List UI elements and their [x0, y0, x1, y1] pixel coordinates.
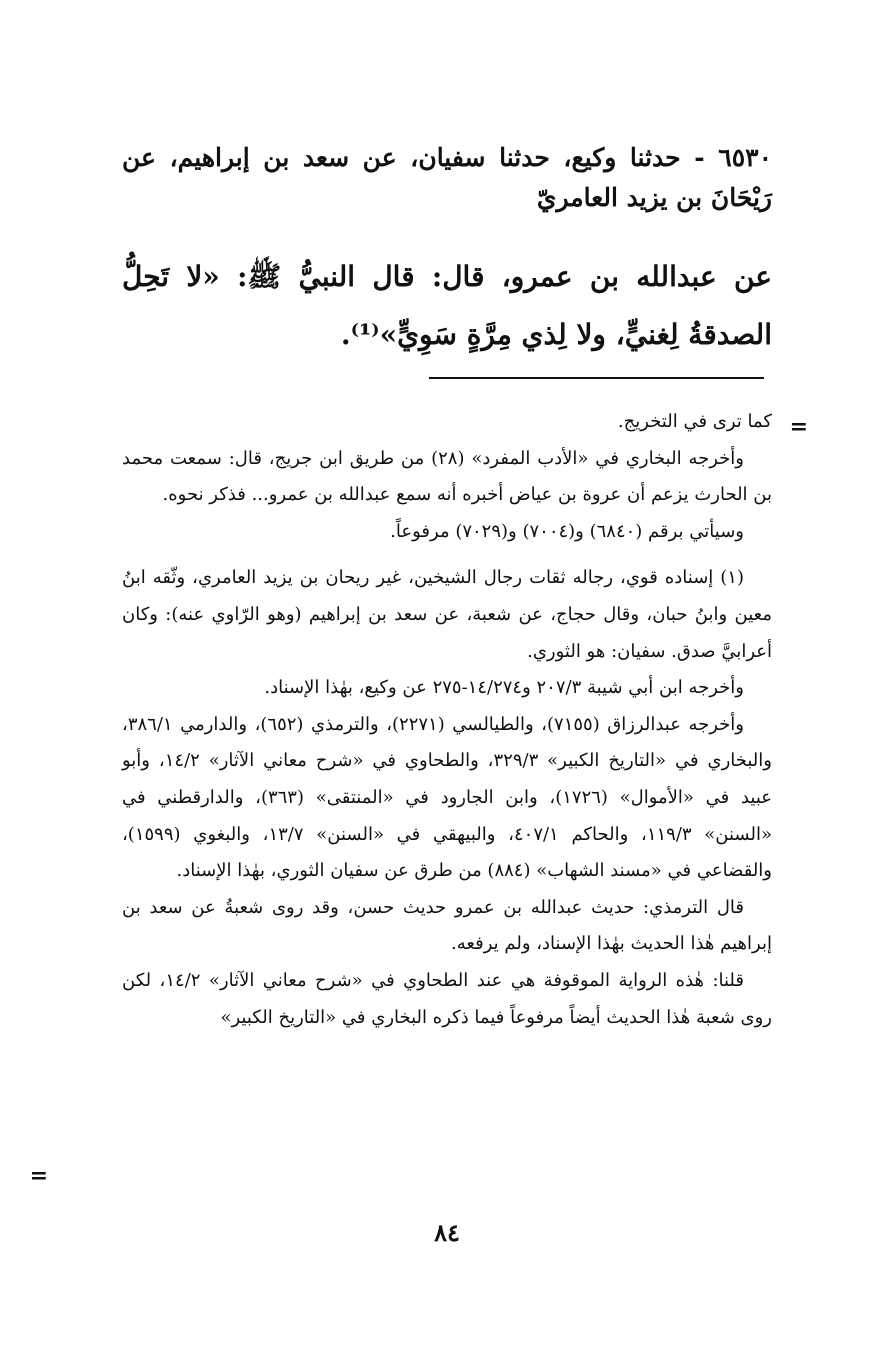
footnotes: [122, 404, 772, 1036]
continuation-mark-start: =: [789, 414, 808, 440]
hadith-isnad: ٦٥٣٠ - حدثنا وكيع، حدثنا سفيان، عن سعد بن إبراهيم، عن رَيْحَانَ بن يزيد العامريّ: [122, 143, 772, 212]
continuation-mark-end: =: [29, 1163, 48, 1189]
note-paragraph: وسيأتي برقم (٦٨٤٠) و(٧٠٠٤) و(٧٠٢٩) مرفوعاً.: [390, 520, 744, 542]
note-paragraph: قلنا: هٰذه الرواية الموقوفة هي عند الطحاوي في «شرح معاني الآثار» ١٤/٢، لكن روى شعبة هٰذا الحديث أيضاً مرفوعاً فيما ذكره البخاري في «التاريخ الكبير»: [122, 969, 772, 1028]
footnote-1: (١) إسناده قوي، رجاله ثقات رجال الشيخين، غير ريحان بن يزيد العامري، وثّقه ابنُ معين وابنُ حبان، وقال حجاج، عن شعبة، عن سعد بن إبراهيم (وهو الرّاوي عنه): وكان أعرابيَّ صدق. سفيان: هو الثوري.: [122, 567, 772, 662]
hadith-matn: عن عبدالله بن عمرو، قال: قال النبيُّ ﷺ: «لا تَحِلُّ الصدقةُ لِغنيٍّ، ولا لِذي مِرَّةٍ سَوِيٍّ»⁽¹⁾.: [122, 260, 772, 351]
note-paragraph: وأخرجه ابن أبي شيبة ٢٠٧/٣ و١٤/٢٧٤-٢٧٥ عن وكيع، بهٰذا الإسناد.: [264, 677, 744, 699]
footnote-separator: [429, 377, 764, 379]
note-paragraph: كما ترى في التخريج.: [617, 411, 772, 432]
note-paragraph: وأخرجه عبدالرزاق (٧١٥٥)، والطيالسي (٢٢٧١)، والترمذي (٦٥٢)، والدارمي ٣٨٦/١، والبخاري في «التاريخ الكبير» ٣٢٩/٣، والطحاوي في «شرح معاني الآثار» ١٤/٢، وأبو عبيد في «الأموال» (١٧٢٦)، وابن الجارود في «المنتقى» (٣٦٣)، والدارقطني في «السنن» ١١٩/٣، والحاكم ٤٠٧/١، والبيهقي في «السنن» ١٣/٧، والبغوي (١٥٩٩)، والقضاعي في «مسند الشهاب» (٨٨٤) من طرق عن سفيان الثوري، بهٰذا الإسناد.: [122, 713, 772, 882]
note-paragraph: قال الترمذي: حديث عبدالله بن عمرو حديث حسن، وقد روى شعبةُ عن سعد بن إبراهيم هٰذا الحديث بهٰذا الإسناد، ولم يرفعه.: [122, 896, 772, 955]
page-number: ٨٤: [434, 1218, 460, 1247]
note-paragraph: وأخرجه البخاري في «الأدب المفرد» (٢٨) من طريق ابن جريج، قال: سمعت محمد بن الحارث يزعم أن عروة بن عياض أخبره أنه سمع عبدالله بن عمرو... فذكر نحوه.: [122, 447, 772, 506]
